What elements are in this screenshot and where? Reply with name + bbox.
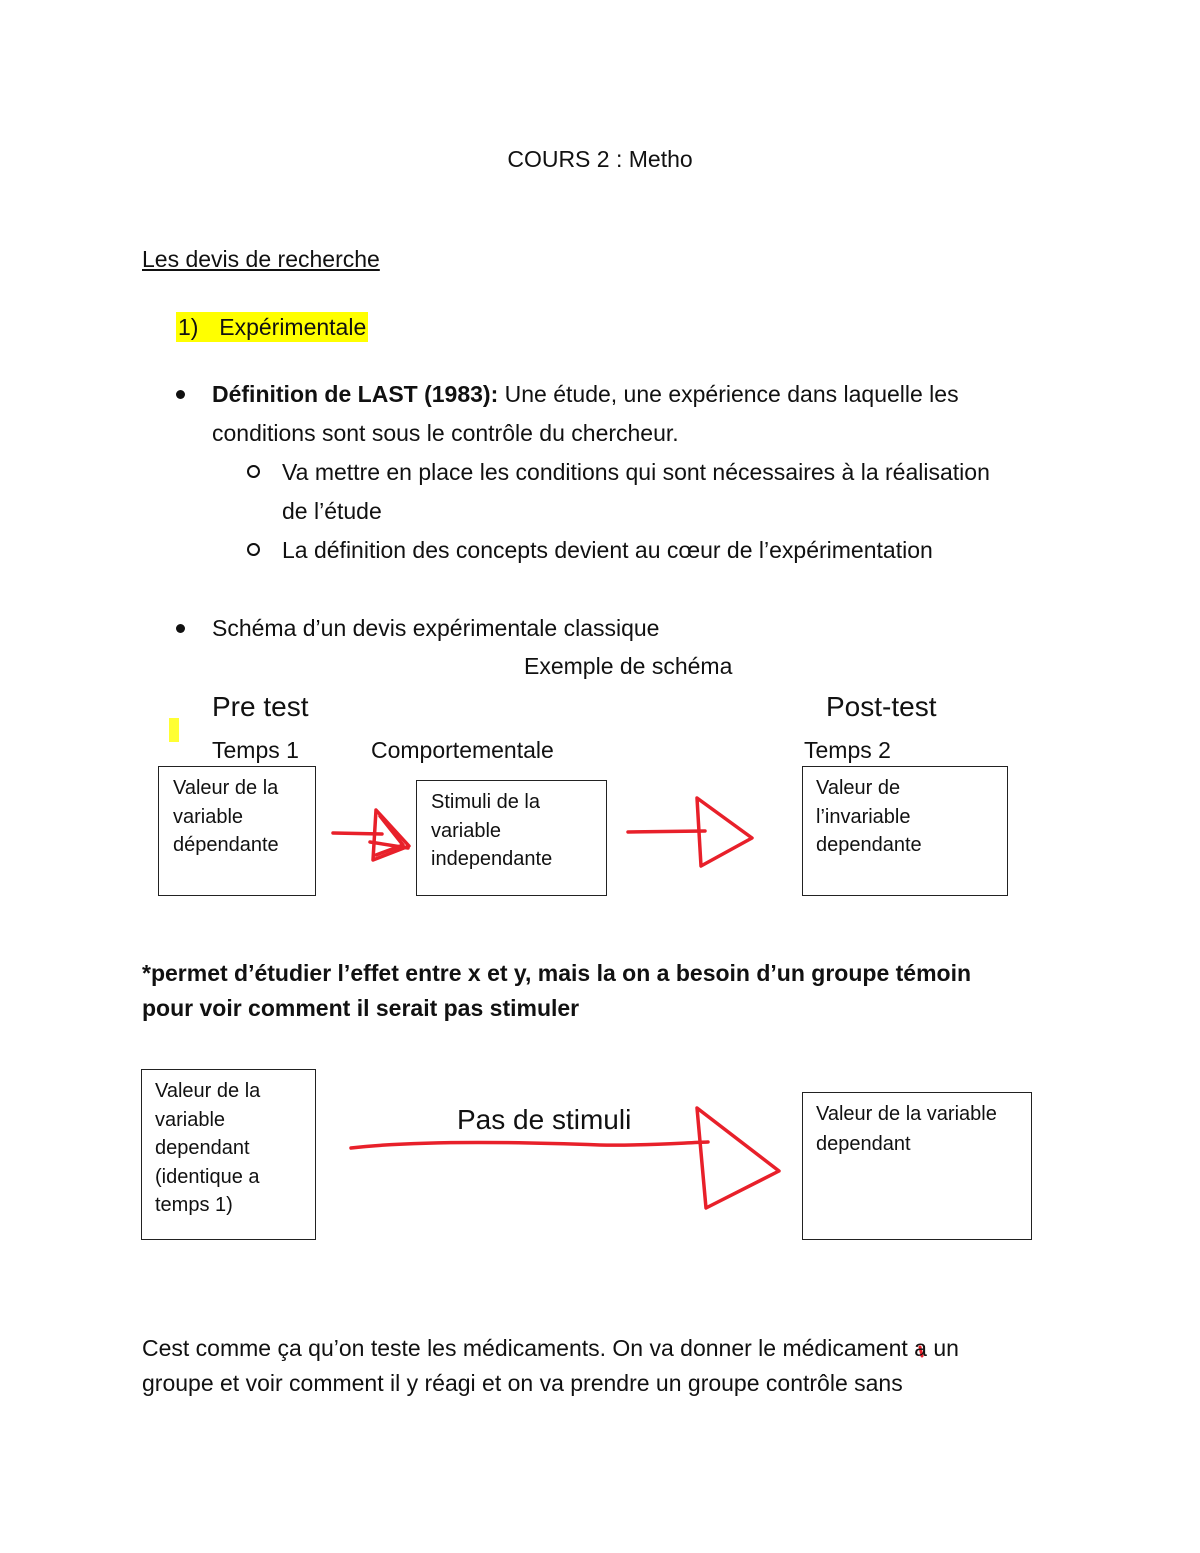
subpoint-1-line-1: Va mettre en place les conditions qui sont nécessaires à la réalisation — [282, 459, 990, 485]
schema-bullet: Schéma d’un devis expérimentale classique — [212, 615, 660, 641]
definition-text: Une étude, une expérience dans laquelle les — [498, 381, 959, 407]
posttest-label: Post-test — [826, 691, 937, 722]
subpoint-1-line-2: de l’étude — [282, 498, 382, 524]
section-label: Expérimentale — [219, 314, 367, 340]
section-heading: Les devis de recherche — [142, 246, 380, 272]
stimulus-box-text: Stimuli de la variable independante — [431, 791, 553, 870]
section-number: 1) — [178, 314, 199, 340]
posttest-box-text: Valeur de l’invariable dependante — [816, 777, 922, 856]
definition-line-2: conditions sont sous le contrôle du chercheur. — [212, 420, 679, 446]
note-line-1: *permet d’étudier l’effet entre x et y, mais la on a besoin d’un groupe témoin — [142, 960, 972, 986]
temps2-label: Temps 2 — [804, 737, 891, 763]
document-title: COURS 2 : Metho — [507, 146, 693, 172]
subpoint-2: La définition des concepts devient au cœur de l’expérimentation — [282, 537, 933, 563]
temps1-label: Temps 1 — [212, 737, 299, 763]
no-stimulus-label: Pas de stimuli — [457, 1104, 632, 1135]
control-posttest-box-text: Valeur de la variable dependant — [816, 1103, 997, 1155]
control-pretest-box-text: Valeur de la variable dependant (identique a temps 1) — [155, 1080, 261, 1216]
note-line-2: pour voir comment il serait pas stimuler — [142, 995, 580, 1021]
arrow-icon — [351, 1108, 779, 1208]
definition-label: Définition de LAST (1983): — [212, 381, 499, 407]
pretest-label: Pre test — [212, 691, 309, 722]
closing-line-1: Cest comme ça qu’on teste les médicaments. On va donner le médicament a un — [142, 1335, 959, 1361]
pretest-box-text: Valeur de la variable dépendante — [173, 777, 279, 856]
arrow-icon — [628, 798, 752, 866]
schema-caption: Exemple de schéma — [524, 653, 733, 679]
comportementale-label: Comportementale — [371, 737, 554, 763]
closing-line-2: groupe et voir comment il y réagi et on va prendre un groupe contrôle sans — [142, 1370, 903, 1396]
arrow-icon — [333, 810, 409, 860]
